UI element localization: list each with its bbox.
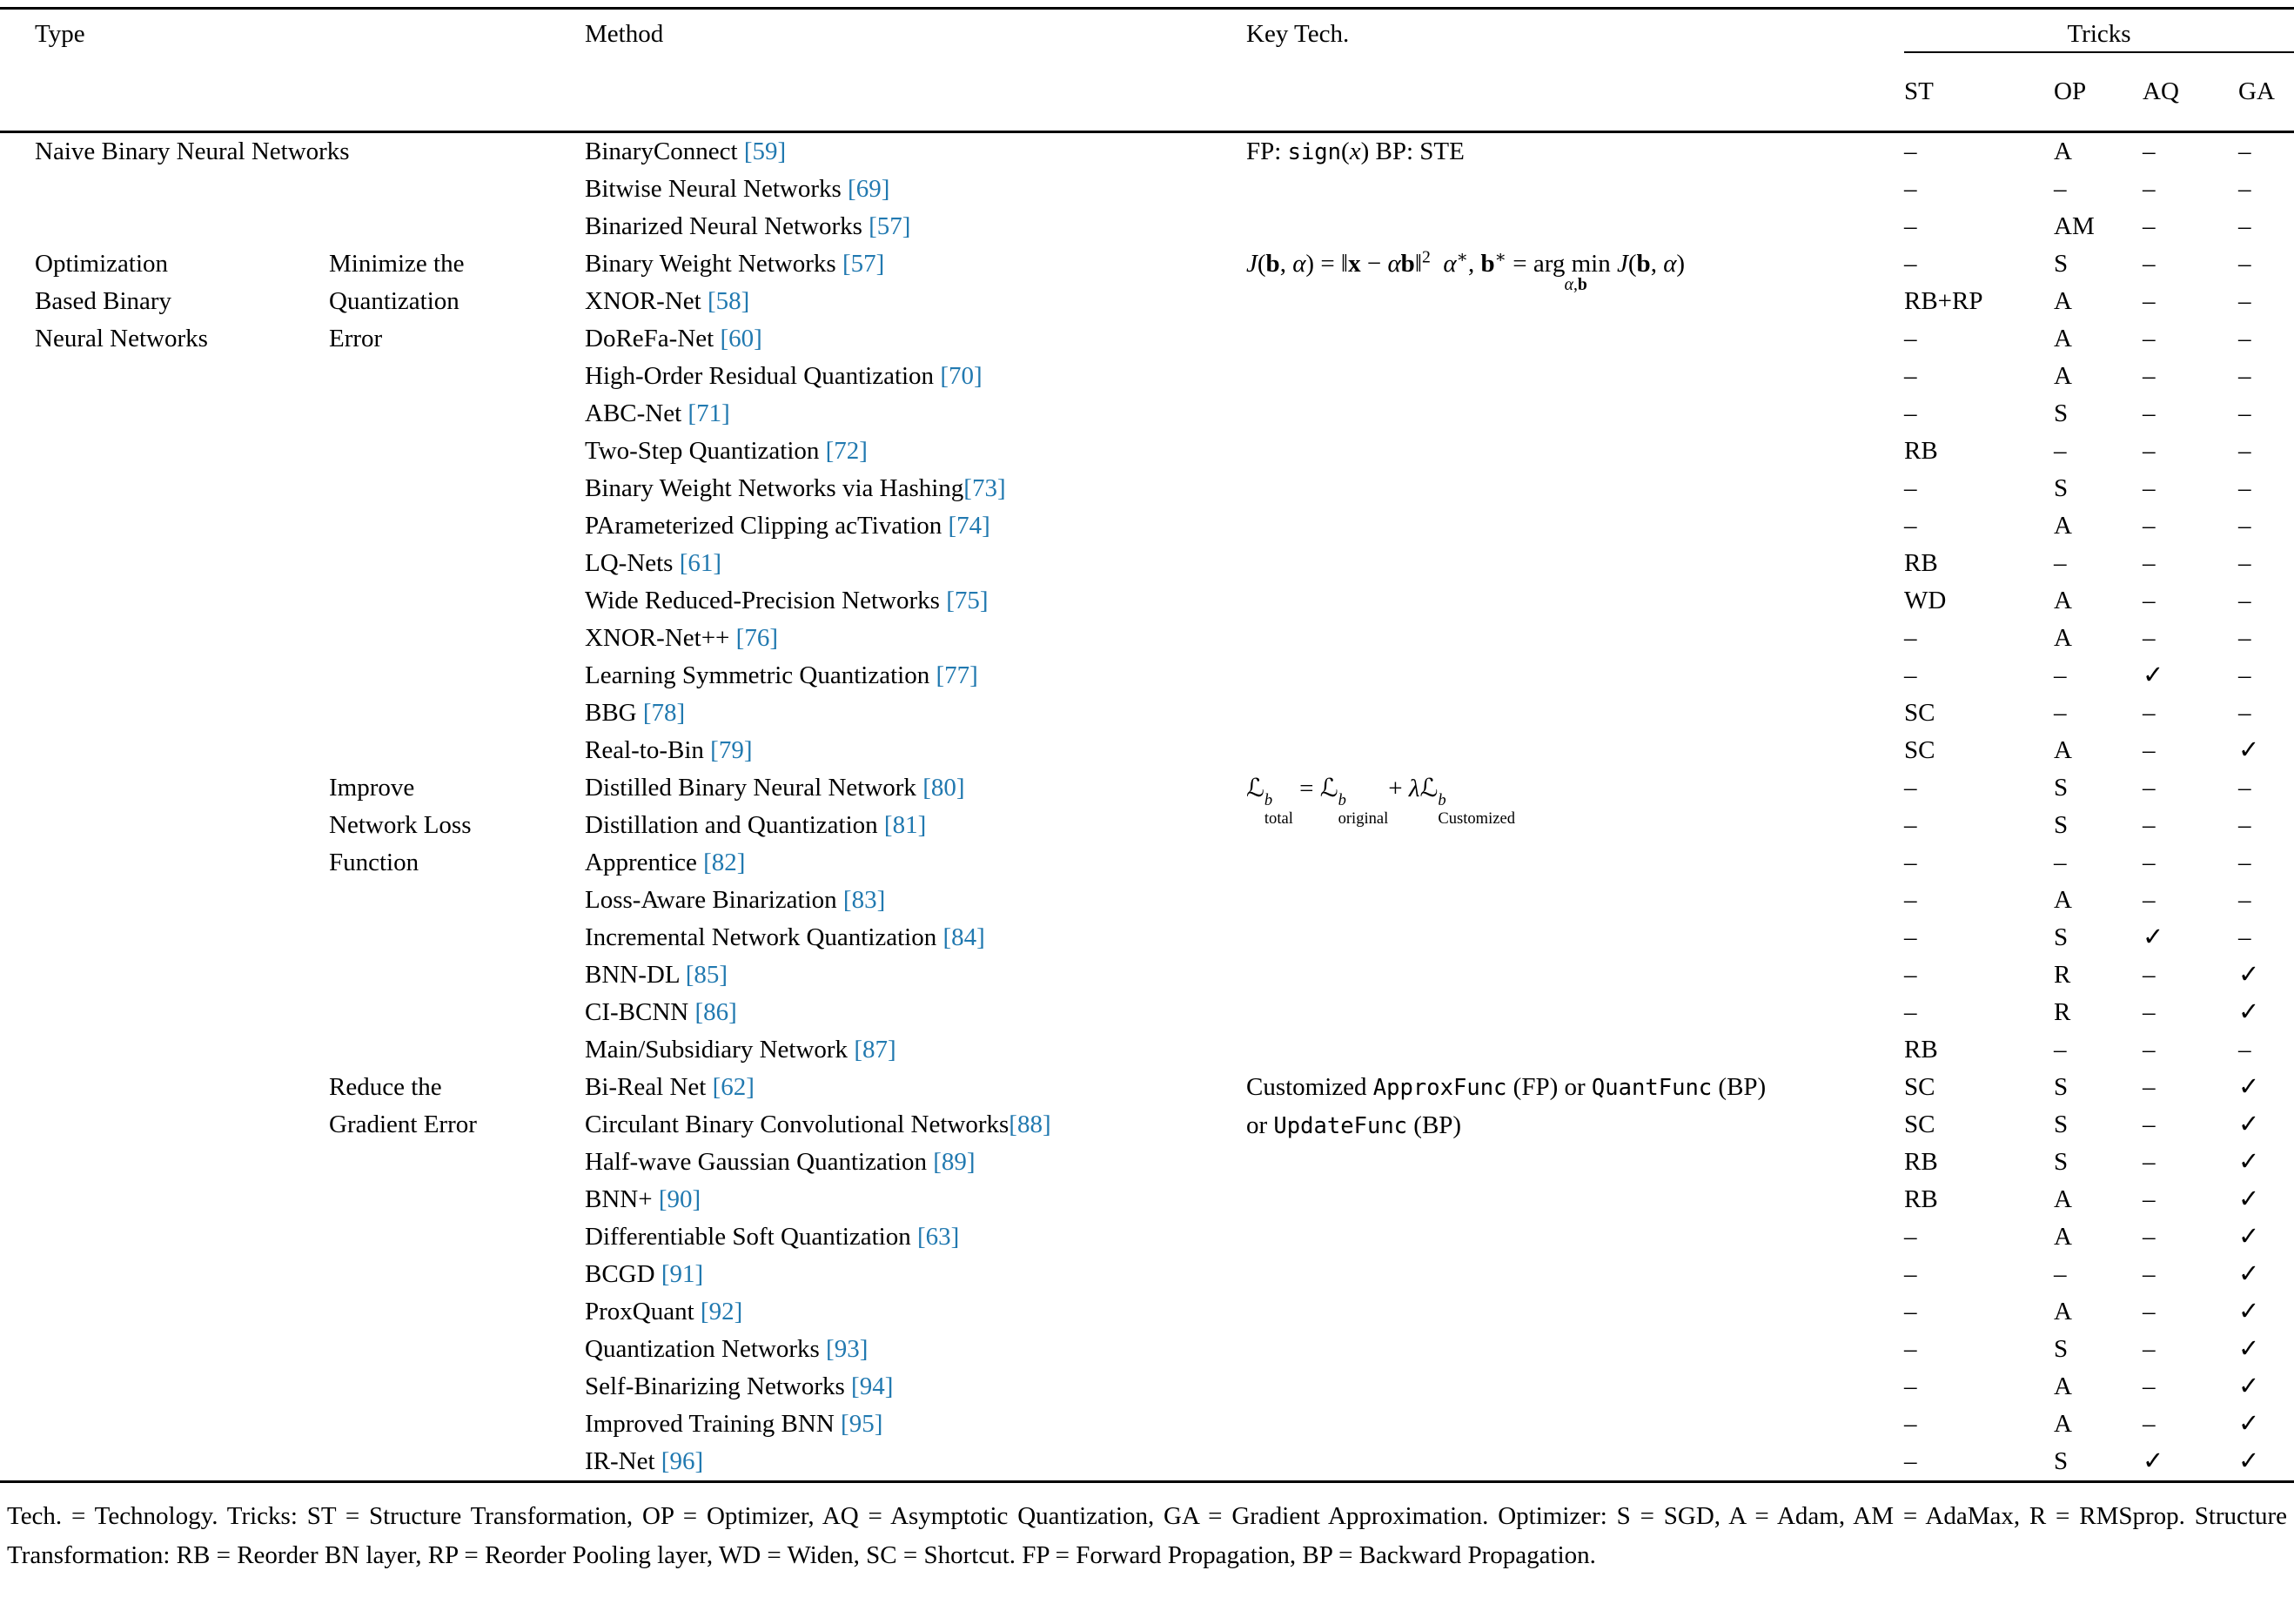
trick-ga-value: ✓ [2238,1148,2260,1176]
trick-aq-value: – [2143,437,2156,465]
trick-st-value: – [1904,1223,1917,1251]
method-cell: DoReFa-Net [60] [585,325,762,352]
subtype-group-label: Reduce the Gradient Error [329,1073,477,1138]
trick-aq-value: – [2143,212,2156,240]
method-cell: Circulant Binary Convolutional Networks[88] [585,1111,1051,1138]
method-cell: XNOR-Net++ [76] [585,624,778,652]
method-cell: Improved Training BNN [95] [585,1410,883,1438]
trick-aq-value: – [2143,587,2156,614]
method-cell: BNN-DL [85] [585,961,728,989]
citation-link[interactable]: [81] [883,811,927,839]
trick-ga-value: – [2238,624,2251,652]
trick-op-value: S [2054,1073,2069,1101]
trick-st-value: – [1904,1335,1917,1363]
bnn-methods-table [0,7,2294,1483]
trick-aq-value: – [2143,512,2156,540]
method-cell: Main/Subsidiary Network [87] [585,1036,896,1064]
method-cell: Wide Reduced-Precision Networks [75] [585,587,989,614]
trick-aq-value: – [2143,624,2156,652]
trick-op-value: R [2054,961,2071,989]
trick-st-value: SC [1904,1111,1935,1138]
trick-st-value: – [1904,1447,1917,1475]
trick-st-value: RB [1904,1148,1938,1176]
method-cell: CI-BCNN [86] [585,998,737,1026]
trick-op-value: – [2054,1260,2067,1288]
table-row [0,245,2294,283]
trick-st-value: – [1904,175,1917,203]
trick-aq-value: – [2143,549,2156,577]
trick-op-value: A [2054,587,2072,614]
trick-aq-value: – [2143,1111,2156,1138]
col-header-st: ST [1904,77,1934,105]
trick-ga-value: ✓ [2238,1260,2260,1288]
trick-op-value: S [2054,1111,2069,1138]
trick-aq-value: – [2143,849,2156,876]
citation-link[interactable]: [83] [842,886,886,914]
trick-aq-value: – [2143,1223,2156,1251]
method-cell: IR-Net [96] [585,1447,704,1475]
citation-link[interactable]: [96] [661,1447,704,1475]
trick-op-value: – [2054,549,2067,577]
trick-st-value: – [1904,774,1917,802]
trick-st-value: – [1904,362,1917,390]
trick-ga-value: – [2238,923,2251,951]
trick-op-value: – [2054,437,2067,465]
trick-op-value: A [2054,287,2072,315]
method-cell: Quantization Networks [93] [585,1335,869,1363]
citation-link[interactable]: [73] [963,474,1006,502]
citation-link[interactable]: [84] [942,923,985,951]
trick-op-value: A [2054,362,2072,390]
trick-aq-value: – [2143,1148,2156,1176]
method-cell: Apprentice [82] [585,849,746,876]
keytech-cell: J(b, α) = ‖x − αb‖$^2$ α∗, b∗ = arg min α,b J(b, α) [1246,247,1686,295]
method-cell: ProxQuant [92] [585,1298,743,1325]
trick-ga-value: – [2238,287,2251,315]
trick-aq-value: – [2143,287,2156,315]
trick-op-value: – [2054,175,2067,203]
trick-aq-value: – [2143,1036,2156,1064]
method-cell: LQ-Nets [61] [585,549,722,577]
method-cell: Learning Symmetric Quantization [77] [585,661,978,689]
citation-link[interactable]: [76] [735,624,778,652]
trick-st-value: SC [1904,1073,1935,1101]
method-cell: Loss-Aware Binarization [83] [585,886,886,914]
trick-ga-value: ✓ [2238,736,2260,764]
trick-op-value: – [2054,699,2067,727]
trick-ga-value: ✓ [2238,998,2260,1026]
col-header-op: OP [2054,77,2087,105]
citation-link[interactable]: [91] [661,1260,704,1288]
col-header-ga: GA [2238,77,2275,105]
trick-op-value: S [2054,811,2069,839]
col-header-tricks: Tricks [1904,9,2294,52]
citation-link[interactable]: [71] [688,399,730,427]
trick-op-value: S [2054,1148,2069,1176]
trick-aq-value: ✓ [2143,1447,2164,1475]
trick-ga-value: – [2238,587,2251,614]
method-cell: Real-to-Bin [79] [585,736,753,764]
table-row [0,132,2294,171]
citation-link[interactable]: [59] [743,138,787,165]
table-row [0,1069,2294,1106]
citation-link[interactable]: [86] [694,998,737,1026]
trick-st-value: SC [1904,699,1935,727]
citation-link[interactable]: [78] [642,699,686,727]
trick-op-value: S [2054,774,2069,802]
trick-aq-value: – [2143,399,2156,427]
trick-st-value: RB [1904,549,1938,577]
trick-aq-value: – [2143,1260,2156,1288]
trick-op-value: A [2054,1410,2072,1438]
citation-link[interactable]: [94] [851,1372,894,1400]
citation-link[interactable]: [77] [936,661,978,689]
trick-st-value: – [1904,1372,1917,1400]
keytech-cell: FP: sign(x) BP: STE [1246,138,1465,165]
trick-ga-value: ✓ [2238,1185,2260,1213]
col-header-aq: AQ [2143,77,2179,105]
trick-aq-value: – [2143,961,2156,989]
trick-op-value: A [2054,1298,2072,1325]
trick-st-value: RB+RP [1904,287,1983,315]
method-cell: BCGD [91] [585,1260,704,1288]
method-cell: BinaryConnect [59] [585,138,787,165]
method-cell: Binarized Neural Networks [57] [585,212,911,240]
type-group-label: Optimization Based Binary Neural Networks [35,250,208,352]
trick-aq-value: – [2143,811,2156,839]
method-cell: Incremental Network Quantization [84] [585,923,985,951]
citation-link[interactable]: [95] [841,1410,883,1438]
method-cell: ABC-Net [71] [585,399,730,427]
trick-op-value: S [2054,250,2069,278]
trick-ga-value: – [2238,175,2251,203]
table-body [0,132,2294,1482]
trick-op-value: A [2054,736,2072,764]
trick-aq-value: ✓ [2143,923,2164,951]
trick-st-value: – [1904,1260,1917,1288]
trick-ga-value: – [2238,849,2251,876]
citation-link[interactable]: [75] [946,587,989,614]
trick-st-value: SC [1904,736,1935,764]
trick-st-value: – [1904,849,1917,876]
trick-op-value: – [2054,661,2067,689]
trick-ga-value: ✓ [2238,1111,2260,1138]
trick-st-value: – [1904,512,1917,540]
trick-op-value: – [2054,1036,2067,1064]
trick-op-value: AM [2054,212,2095,240]
trick-aq-value: – [2143,138,2156,165]
citation-link[interactable]: [79] [710,736,753,764]
citation-link[interactable]: [80] [922,774,965,802]
trick-aq-value: ✓ [2143,661,2164,689]
trick-ga-value: – [2238,699,2251,727]
trick-aq-value: – [2143,736,2156,764]
trick-op-value: S [2054,1335,2069,1363]
citation-link[interactable]: [60] [720,325,762,352]
table-footnote: Tech. = Technology. Tricks: ST = Structure Transformation, OP = Optimizer, AQ = Asymptotic Quantization, GA = Gradient Approximation. Optimizer: S = SGD, A = Adam, AM = AdaMax, R = RMSprop. Structure Transformation: RB = Reorder BN layer, RP = Reorder Pooling layer, WD = Widen, SC = Shortcut. FP = Forward Propagation, BP = Backward Propagation. [7,1502,2287,1569]
trick-st-value: – [1904,624,1917,652]
trick-op-value: A [2054,1185,2072,1213]
type-group-label: Naive Binary Neural Networks [35,138,350,165]
method-cell: Distilled Binary Neural Network [80] [585,774,965,802]
trick-ga-value: ✓ [2238,1223,2260,1251]
trick-aq-value: – [2143,1298,2156,1325]
trick-ga-value: ✓ [2238,1073,2260,1101]
trick-st-value: WD [1904,587,1947,614]
trick-ga-value: – [2238,512,2251,540]
method-cell: PArameterized Clipping acTivation [74] [585,512,990,540]
citation-link[interactable]: [82] [703,849,746,876]
col-header-method: Method [585,20,664,48]
trick-op-value: A [2054,1223,2072,1251]
trick-ga-value: – [2238,661,2251,689]
trick-st-value: RB [1904,1185,1938,1213]
method-cell: Binary Weight Networks via Hashing[73] [585,474,1006,502]
method-cell: BNN+ [90] [585,1185,701,1213]
trick-op-value: A [2054,1372,2072,1400]
trick-st-value: – [1904,961,1917,989]
citation-link[interactable]: [63] [916,1223,960,1251]
method-cell: XNOR-Net [58] [585,287,750,315]
citation-link[interactable]: [69] [848,175,890,203]
trick-ga-value: ✓ [2238,961,2260,989]
trick-aq-value: – [2143,699,2156,727]
citation-link[interactable]: [58] [707,287,750,315]
trick-st-value: – [1904,250,1917,278]
trick-op-value: S [2054,923,2069,951]
trick-ga-value: – [2238,399,2251,427]
trick-ga-value: – [2238,138,2251,165]
trick-op-value: A [2054,325,2072,352]
trick-ga-value: – [2238,549,2251,577]
trick-aq-value: – [2143,1185,2156,1213]
table-row [0,769,2294,807]
trick-aq-value: – [2143,886,2156,914]
trick-ga-value: – [2238,474,2251,502]
citation-link[interactable]: [72] [825,437,868,465]
trick-aq-value: – [2143,1073,2156,1101]
trick-ga-value: – [2238,886,2251,914]
method-cell: Bi-Real Net [62] [585,1073,755,1101]
trick-st-value: – [1904,998,1917,1026]
trick-op-value: A [2054,624,2072,652]
trick-ga-value: – [2238,774,2251,802]
trick-ga-value: – [2238,362,2251,390]
method-cell: Two-Step Quantization [72] [585,437,868,465]
trick-ga-value: – [2238,325,2251,352]
citation-link[interactable]: [87] [854,1036,896,1064]
trick-op-value: A [2054,512,2072,540]
trick-op-value: – [2054,849,2067,876]
table-header [0,9,2294,132]
trick-op-value: S [2054,474,2069,502]
trick-ga-value: – [2238,212,2251,240]
citation-link[interactable]: [62] [712,1073,755,1101]
trick-aq-value: – [2143,175,2156,203]
keytech-cell: Customized ApproxFunc (FP) or QuantFunc (BP) or UpdateFunc (BP) [1246,1073,1767,1139]
trick-ga-value: ✓ [2238,1410,2260,1438]
trick-aq-value: – [2143,1372,2156,1400]
trick-st-value: – [1904,399,1917,427]
trick-aq-value: – [2143,362,2156,390]
trick-st-value: RB [1904,437,1938,465]
trick-st-value: – [1904,212,1917,240]
trick-st-value: – [1904,661,1917,689]
trick-st-value: – [1904,923,1917,951]
citation-link[interactable]: [57] [842,250,885,278]
trick-ga-value: – [2238,1036,2251,1064]
trick-st-value: RB [1904,1036,1938,1064]
citation-link[interactable]: [74] [948,512,990,540]
header-row-main [0,9,2294,52]
col-header-keytech: Key Tech. [1246,20,1350,48]
trick-ga-value: ✓ [2238,1335,2260,1363]
trick-op-value: S [2054,399,2069,427]
citation-link[interactable]: [90] [658,1185,701,1213]
trick-aq-value: – [2143,1410,2156,1438]
citation-link[interactable]: [92] [700,1298,743,1325]
method-cell: Self-Binarizing Networks [94] [585,1372,894,1400]
method-cell: Bitwise Neural Networks [69] [585,175,890,203]
subtype-group-label: Improve Network Loss Function [329,774,472,876]
citation-link[interactable]: [93] [826,1335,869,1363]
trick-ga-value: – [2238,811,2251,839]
method-cell: Binary Weight Networks [57] [585,250,885,278]
trick-op-value: A [2054,138,2072,165]
trick-aq-value: – [2143,474,2156,502]
citation-link[interactable]: [85] [685,961,728,989]
trick-aq-value: – [2143,250,2156,278]
method-cell: Distillation and Quantization [81] [585,811,927,839]
trick-aq-value: – [2143,325,2156,352]
trick-st-value: – [1904,138,1917,165]
trick-ga-value: ✓ [2238,1447,2260,1475]
citation-link[interactable]: [88] [1009,1111,1051,1138]
trick-op-value: A [2054,886,2072,914]
method-cell: BBG [78] [585,699,686,727]
col-header-type: Type [35,20,85,48]
method-cell: Differentiable Soft Quantization [63] [585,1223,960,1251]
subtype-group-label: Minimize the Quantization Error [329,250,465,352]
trick-ga-value: ✓ [2238,1298,2260,1325]
trick-ga-value: – [2238,437,2251,465]
citation-link[interactable]: [70] [940,362,983,390]
trick-st-value: – [1904,886,1917,914]
trick-st-value: – [1904,1298,1917,1325]
keytech-cell: ℒ b total = ℒ b original + λℒ b Customized [1246,773,1515,828]
trick-ga-value: – [2238,250,2251,278]
trick-op-value: S [2054,1447,2069,1475]
trick-aq-value: – [2143,998,2156,1026]
trick-st-value: – [1904,325,1917,352]
trick-op-value: R [2054,998,2071,1026]
citation-link[interactable]: [61] [679,549,722,577]
citation-link[interactable]: [57] [869,212,911,240]
trick-st-value: – [1904,1410,1917,1438]
trick-aq-value: – [2143,1335,2156,1363]
trick-aq-value: – [2143,774,2156,802]
trick-st-value: – [1904,474,1917,502]
trick-ga-value: ✓ [2238,1372,2260,1400]
citation-link[interactable]: [89] [933,1148,976,1176]
trick-st-value: – [1904,811,1917,839]
method-cell: High-Order Residual Quantization [70] [585,362,983,390]
method-cell: Half-wave Gaussian Quantization [89] [585,1148,976,1176]
